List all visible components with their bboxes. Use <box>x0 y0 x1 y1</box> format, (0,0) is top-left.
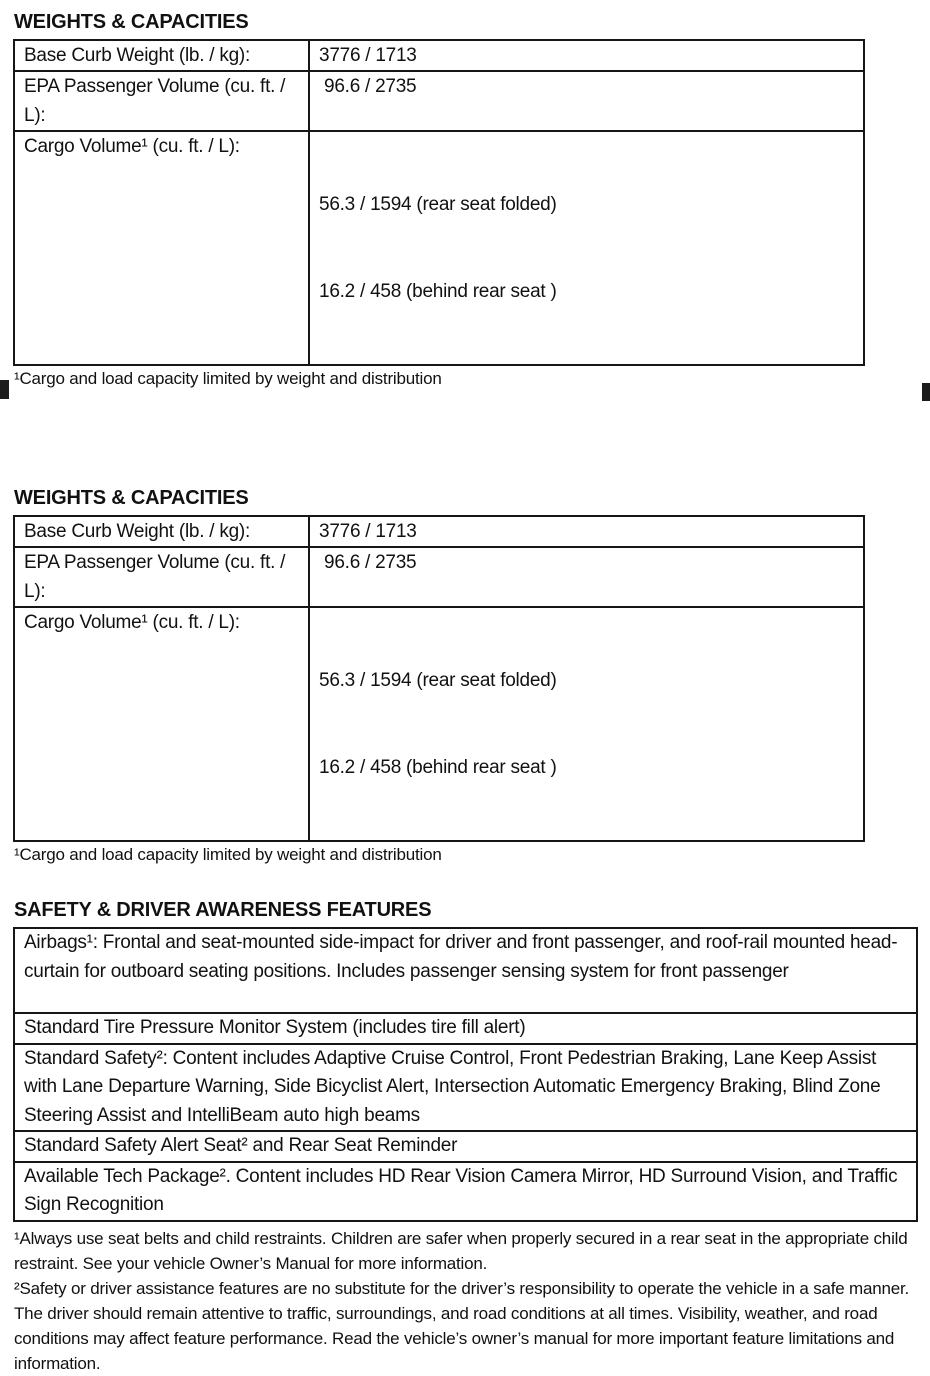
weights-capacities-table <box>13 39 865 366</box>
feature-text: Available Tech Package². Content includes HD Rear Vision Camera Mirror, HD Surround Vision, and Traffic Sign Recognition <box>14 1162 917 1221</box>
table-row <box>14 607 864 841</box>
spec-label: Base Curb Weight (lb. / kg): <box>14 40 309 71</box>
spec-value: 96.6 / 2735 <box>309 547 864 607</box>
spec-label: Base Curb Weight (lb. / kg): <box>14 516 309 547</box>
spec-value: 3776 / 1713 <box>309 40 864 71</box>
table-row <box>14 1131 917 1162</box>
feature-text: Standard Safety²: Content includes Adaptive Cruise Control, Front Pedestrian Braking, Lane Keep Assist with Lane Departure Warning, Side Bicyclist Alert, Intersection Automatic Emergency Braking, Blind Zone Steering Assist and IntelliBeam auto high beams <box>14 1044 917 1132</box>
spec-value <box>309 607 864 841</box>
spec-label: EPA Passenger Volume (cu. ft. / L): <box>14 71 309 131</box>
safety-features-table <box>13 927 918 1222</box>
section-title: WEIGHTS & CAPACITIES <box>14 11 249 33</box>
weights-capacities-section-2 <box>13 488 918 864</box>
table-row <box>14 71 864 131</box>
spec-label: Cargo Volume¹ (cu. ft. / L): <box>14 607 309 841</box>
feature-text: Standard Tire Pressure Monitor System (includes tire fill alert) <box>14 1013 917 1044</box>
table-row <box>14 516 864 547</box>
section-title: WEIGHTS & CAPACITIES <box>14 487 249 509</box>
spec-value-line: 16.2 / 458 (behind rear seat ) <box>319 281 557 302</box>
spec-value: 3776 / 1713 <box>309 516 864 547</box>
table-row <box>14 1044 917 1132</box>
safety-footnotes <box>14 1226 926 1376</box>
feature-text: Airbags¹: Frontal and seat-mounted side-impact for driver and front passenger, and roof-rail mounted head-curtain for outboard seating positions. Includes passenger sensing system for front passenger <box>14 928 917 1013</box>
table-footnote: ¹Cargo and load capacity limited by weight and distribution <box>14 369 442 388</box>
left-edge-marker <box>0 380 9 399</box>
table-footnote: ¹Cargo and load capacity limited by weight and distribution <box>14 845 442 864</box>
table-row <box>14 1013 917 1044</box>
footnote-seatbelts: ¹Always use seat belts and child restraints. Children are safer when properly secured in a rear seat in the appropriate child restraint. See your vehicle Owner’s Manual for more information. <box>14 1228 908 1273</box>
spec-value-line: 56.3 / 1594 (rear seat folded) <box>319 194 557 215</box>
spec-value-line: 16.2 / 458 (behind rear seat ) <box>319 757 557 778</box>
table-row <box>14 928 917 1013</box>
safety-features-section <box>13 900 918 1376</box>
weights-capacities-table <box>13 515 865 842</box>
footnote-driver-assistance: ²Safety or driver assistance features are no substitute for the driver’s responsibility to operate the vehicle in a safe manner. The driver should remain attentive to traffic, surroundings, and road conditions at all times. Visibility, weather, and road conditions may affect feature performance. Read the vehicle’s owner’s manual for more important feature limitations and information. <box>14 1278 910 1373</box>
spec-label: Cargo Volume¹ (cu. ft. / L): <box>14 131 309 365</box>
spec-value-line: 56.3 / 1594 (rear seat folded) <box>319 670 557 691</box>
table-row <box>14 1162 917 1221</box>
spec-value <box>309 131 864 365</box>
spec-label: EPA Passenger Volume (cu. ft. / L): <box>14 547 309 607</box>
right-edge-marker <box>922 383 930 401</box>
weights-capacities-section-1 <box>13 12 918 388</box>
spec-value: 96.6 / 2735 <box>309 71 864 131</box>
table-row <box>14 131 864 365</box>
table-row <box>14 547 864 607</box>
feature-text: Standard Safety Alert Seat² and Rear Seat Reminder <box>14 1131 917 1162</box>
section-title: SAFETY & DRIVER AWARENESS FEATURES <box>14 899 432 921</box>
table-row <box>14 40 864 71</box>
